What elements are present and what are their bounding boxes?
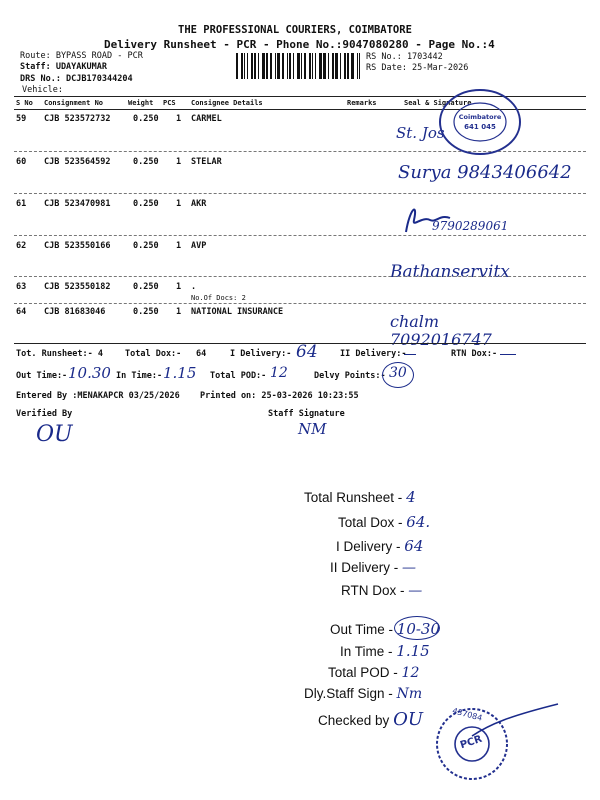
col-pcs: PCS	[163, 99, 176, 107]
row-doc-count: No.Of Docs: 2	[191, 294, 246, 302]
row-consignment: CJB 523564592	[44, 157, 111, 167]
drs-number: DRS No.: DCJB170344204	[20, 74, 133, 84]
rtn-dox-dash	[500, 354, 516, 355]
summary-checked-by: Checked by OU	[318, 709, 423, 730]
summary-total-runsheet: Total Runsheet - 4	[304, 488, 416, 506]
row-signature: Bathanservitx	[390, 262, 510, 282]
i-delivery-label: I Delivery:-	[230, 349, 292, 359]
summary-i-delivery: I Delivery - 64	[336, 537, 424, 555]
company-title: THE PROFESSIONAL COURIERS, COIMBATORE	[178, 24, 412, 36]
total-dox-label: Total Dox:-	[125, 349, 182, 359]
staff-signature-hand: NM	[298, 420, 327, 438]
row-sno: 64	[16, 307, 27, 317]
summary-total-pod: Total POD - 12	[328, 665, 420, 681]
in-time-hand: 1.15	[163, 364, 197, 382]
summary-in-time: In Time - 1.15	[340, 642, 430, 660]
row-weight: 0.250	[133, 307, 159, 317]
row-weight: 0.250	[133, 199, 159, 209]
row-divider	[14, 276, 586, 277]
vehicle-text: Vehicle:	[22, 85, 63, 95]
row-pcs: 1	[176, 241, 182, 251]
row-signature: chalm 7092016747	[390, 312, 492, 349]
row-consignment: CJB 523572732	[44, 114, 111, 124]
row-consignee: AKR	[191, 199, 207, 209]
row-consignee: NATIONAL INSURANCE	[191, 307, 284, 317]
row-sno: 59	[16, 114, 27, 124]
out-time-hand: 10.30	[68, 364, 111, 382]
row-pcs: 1	[176, 282, 182, 292]
row-sno: 61	[16, 199, 27, 209]
total-pod-hand: 12	[270, 365, 288, 381]
summary-staff-sign: Dly.Staff Sign - Nm	[304, 686, 423, 702]
col-sno: S No	[16, 99, 33, 107]
svg-text:641 045: 641 045	[464, 123, 496, 131]
row-pcs: 1	[176, 157, 182, 167]
col-consignee: Consignee Details	[191, 99, 263, 107]
row-consignment: CJB 523550182	[44, 282, 111, 292]
barcode	[234, 53, 362, 79]
verified-by-signature: OU	[36, 422, 73, 447]
svg-text:Coimbatore: Coimbatore	[458, 113, 502, 121]
in-time-label: In Time:-	[116, 371, 163, 381]
row-divider	[14, 235, 586, 236]
row-pcs: 1	[176, 199, 182, 209]
row-consignee: AVP	[191, 241, 207, 251]
total-pod-label: Total POD:-	[210, 371, 267, 381]
row-consignment: CJB 81683046	[44, 307, 106, 317]
col-consignment: Consignment No	[44, 99, 104, 107]
summary-ii-delivery: II Delivery - —	[330, 560, 417, 576]
col-weight: Weight	[128, 99, 154, 107]
verified-by-label: Verified By	[16, 409, 73, 419]
row-weight: 0.250	[133, 157, 159, 167]
rtn-dox-label: RTN Dox:-	[451, 349, 498, 359]
row-weight: 0.250	[133, 282, 159, 292]
route-text: Route: BYPASS ROAD - PCR	[20, 51, 143, 61]
row-sno: 60	[16, 157, 27, 167]
rs-number: RS No.: 1703442	[366, 52, 443, 62]
checked-by-flourish	[470, 702, 562, 746]
row-sno: 62	[16, 241, 27, 251]
row-signature: Surya 9843406642	[398, 162, 572, 183]
out-time-label: Out Time:-	[16, 371, 68, 381]
entered-by: Entered By :MENAKAPCR 03/25/2026	[16, 391, 180, 401]
col-remarks: Remarks	[347, 99, 377, 107]
row-consignment: CJB 523470981	[44, 199, 111, 209]
summary-out-time: Out Time - 10-30	[330, 620, 441, 638]
row-divider	[14, 303, 586, 304]
row-weight: 0.250	[133, 114, 159, 124]
delvy-points-hand: 30	[389, 365, 407, 381]
out-time-circle	[394, 616, 440, 640]
tot-runsheet: Tot. Runsheet:- 4	[16, 349, 103, 359]
row-signature: St. Jos	[396, 124, 445, 142]
row-signature: 9790289061	[432, 219, 509, 233]
delvy-points-label: Delvy Points:-	[314, 371, 386, 381]
i-delivery-hand: 64	[296, 342, 318, 362]
runsheet-title: Delivery Runsheet - PCR - Phone No.:9047080280 - Page No.:4	[104, 38, 495, 51]
staff-text: Staff: UDAYAKUMAR	[20, 62, 107, 72]
row-consignee: CARMEL	[191, 114, 222, 124]
row-pcs: 1	[176, 114, 182, 124]
printed-on: Printed on: 25-03-2026 10:23:55	[200, 391, 359, 401]
col-seal-signature: Seal & Signature	[404, 99, 472, 107]
summary-total-dox: Total Dox - 64.	[338, 513, 431, 531]
ii-delivery-dash	[404, 354, 416, 355]
row-sno: 63	[16, 282, 27, 292]
row-consignment: CJB 523550166	[44, 241, 111, 251]
row-consignee: .	[191, 282, 197, 292]
summary-rtn-dox: RTN Dox - —	[341, 583, 423, 599]
row-consignee: STELAR	[191, 157, 222, 167]
total-dox-value: 64	[196, 349, 207, 359]
ii-delivery-label: II Delivery:-	[340, 349, 407, 359]
pcr-stamp-label: PCR	[458, 733, 484, 752]
rs-date: RS Date: 25-Mar-2026	[366, 63, 469, 73]
pcr-stamp-number: 437084	[451, 706, 484, 723]
row-pcs: 1	[176, 307, 182, 317]
row-divider	[14, 193, 586, 194]
staff-signature-label: Staff Signature	[268, 409, 345, 419]
row-weight: 0.250	[133, 241, 159, 251]
